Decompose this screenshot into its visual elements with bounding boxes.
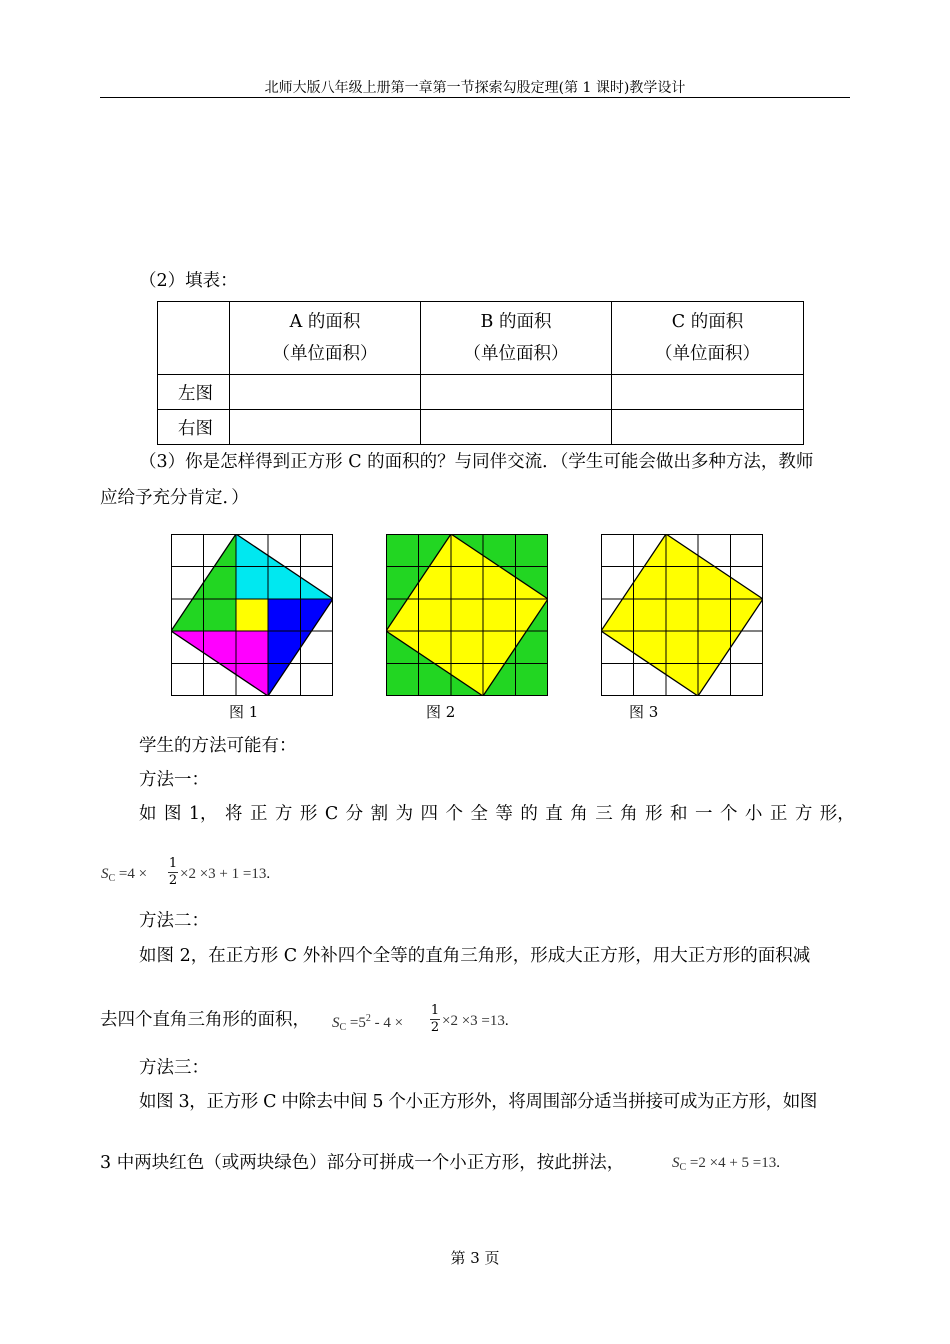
method1-token: 全 xyxy=(470,804,488,824)
table-cell xyxy=(612,410,804,445)
method2-formula: $S_C =5^2 - 4$ × xyxy=(332,1013,404,1033)
row-label-left: 左图 xyxy=(158,375,230,410)
method1-token: 如 xyxy=(139,804,157,824)
method1-token: 正 xyxy=(769,804,788,824)
method1-token: 形， xyxy=(819,804,855,824)
table-cell xyxy=(612,375,804,410)
method1-token: 三 xyxy=(595,804,613,824)
fill-table xyxy=(157,301,804,445)
method1-token: 个 xyxy=(445,804,463,824)
method1-token: 方 xyxy=(274,804,293,824)
method3-formula: $S_C =2 \times 4 + 5 =13$. xyxy=(672,1155,781,1173)
table-corner xyxy=(158,302,230,375)
table-header-c: C 的面积 （单位面积） xyxy=(612,302,804,375)
figure-3 xyxy=(601,534,763,696)
table-cell xyxy=(421,410,612,445)
method2-fraction: 1 2 xyxy=(430,1003,440,1035)
method1-token: 和 xyxy=(670,804,688,824)
table-header-b: B 的面积 （单位面积） xyxy=(421,302,612,375)
page-footer: 第 3 页 xyxy=(450,1249,500,1267)
fig1-caption: 图 1 xyxy=(229,703,259,721)
method1-token: 形 xyxy=(645,804,663,824)
method2-formula-rest: ×2 ×3 =13. xyxy=(442,1013,509,1029)
method3-line1: 如图 3，正方形 C 中除去中间 5 个小正方形外，将周围部分适当拼接可成为正方形，如图 xyxy=(139,1092,818,1112)
method1-token: 角 xyxy=(570,804,588,824)
figure-1 xyxy=(171,534,333,696)
method1-token: C xyxy=(324,804,339,824)
fig3-caption: 图 3 xyxy=(629,703,659,721)
figure-2 xyxy=(386,534,548,696)
table-cell xyxy=(421,375,612,410)
method1-token: 将 xyxy=(225,804,243,824)
method1-token: 1， xyxy=(188,804,218,824)
fig2-caption: 图 2 xyxy=(426,703,456,721)
row-label-right: 右图 xyxy=(158,410,230,445)
method1-token: 的 xyxy=(520,804,538,824)
method1-token: 四 xyxy=(420,804,439,824)
method1-token: 角 xyxy=(620,804,638,824)
method1-token: 分 xyxy=(345,804,364,824)
method1-fraction: 1 2 xyxy=(168,856,178,888)
method2-line1: 如图 2，在正方形 C 外补四个全等的直角三角形，形成大正方形，用大正方形的面积减 xyxy=(139,946,811,966)
method1-token: 一 xyxy=(695,804,713,824)
table-row xyxy=(158,375,804,410)
method1-formula: $S_C =4$ × xyxy=(101,866,148,884)
method1-token: 正 xyxy=(249,804,268,824)
q2-label: （2）填表： xyxy=(139,271,238,291)
method2-title: 方法二： xyxy=(139,911,209,931)
header-rule xyxy=(100,97,850,98)
method1-token: 方 xyxy=(794,804,813,824)
table-header-a: A 的面积 （单位面积） xyxy=(230,302,421,375)
table-cell xyxy=(230,375,421,410)
method1-token: 形 xyxy=(299,804,318,824)
method1-token: 直 xyxy=(545,804,563,824)
method1-text xyxy=(139,804,855,826)
method1-token: 小 xyxy=(744,804,763,824)
method1-token: 图 xyxy=(163,804,182,824)
method1-formula-rest: ×2 ×3 + 1 =13. xyxy=(180,866,271,882)
table-cell xyxy=(230,410,421,445)
page-header: 北师大版八年级上册第一章第一节探索勾股定理(第 1 课时)教学设计 xyxy=(264,80,686,96)
method3-line2: 3 中两块红色（或两块绿色）部分可拼成一个小正方形，按此拼法， xyxy=(100,1153,625,1173)
fig1-center-square xyxy=(236,599,268,631)
methods-intro: 学生的方法可能有： xyxy=(139,736,297,756)
method1-token: 等 xyxy=(495,804,513,824)
fig3-tilted-square xyxy=(601,534,763,696)
method1-token: 为 xyxy=(395,804,414,824)
method2-line2: 去四个直角三角形的面积， xyxy=(100,1010,310,1030)
table-row xyxy=(158,410,804,445)
q3-line1: （3）你是怎样得到正方形 C 的面积的？与同伴交流．（学生可能会做出多种方法，教师 xyxy=(139,452,814,472)
method1-title: 方法一： xyxy=(139,770,209,790)
method3-title: 方法三： xyxy=(139,1058,209,1078)
method1-token: 个 xyxy=(719,804,738,824)
method1-token: 割 xyxy=(370,804,389,824)
q3-line2: 应给予充分肯定．） xyxy=(100,488,249,508)
